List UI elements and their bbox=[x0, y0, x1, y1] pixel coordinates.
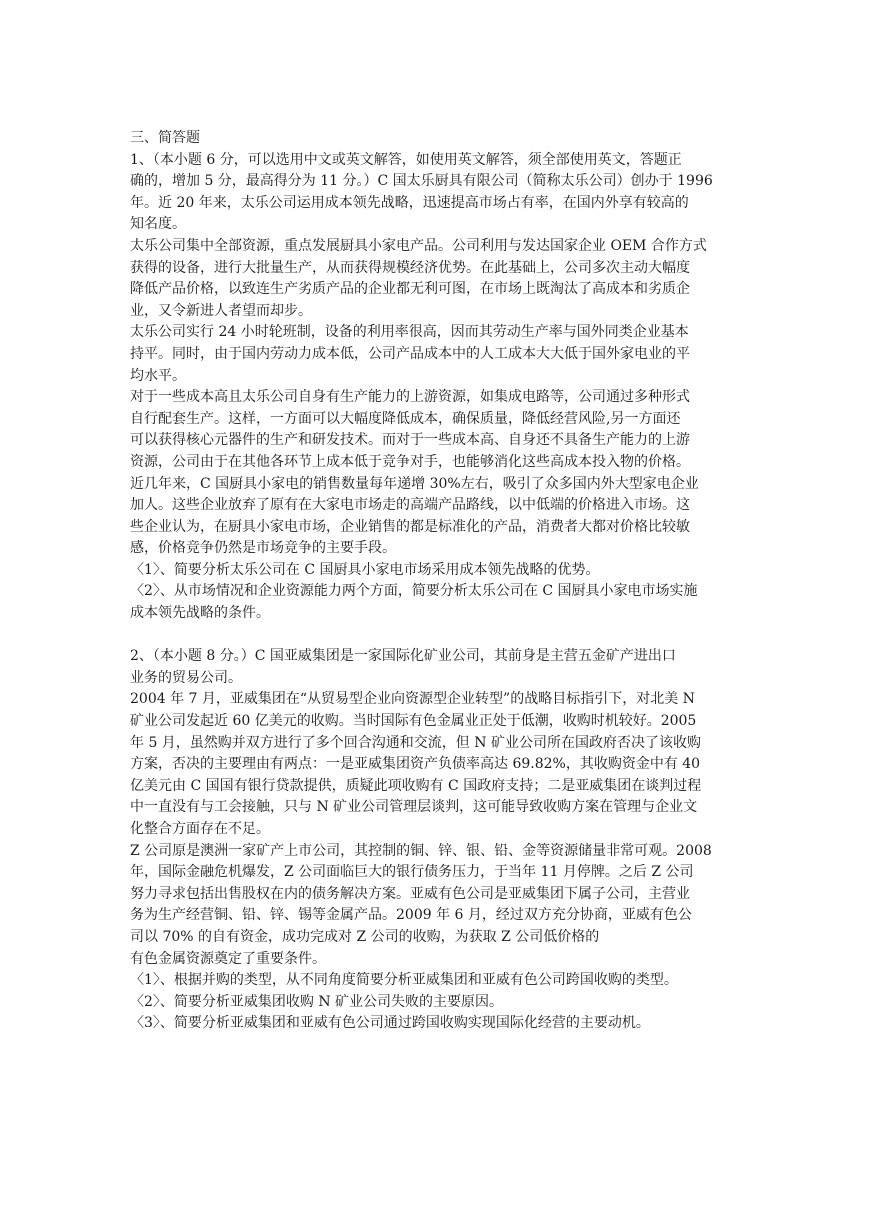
q1-line: 年。近 20 年来，太乐公司运用成本领先战略，迅速提高市场占有率，在国内外享有较高的 bbox=[130, 194, 689, 211]
q1-line: 降低产品价格，以致连生产劣质产品的企业都无利可图，在市场上既淘汰了高成本和劣质企 bbox=[130, 281, 690, 298]
q1-line: 近几年来，C 国厨具小家电的销售数量每年递增 30%左右，吸引了众多国内外大型家电企业 bbox=[130, 475, 699, 492]
q2-line: 务为生产经营铜、铅、锌、锡等金属产品。2009 年 6 月，经过双方充分协商，亚威有色公 bbox=[130, 907, 692, 924]
q1-line: 〈1〉、简要分析太乐公司在 C 国厨具小家电市场采用成本领先战略的优势。 bbox=[130, 561, 600, 578]
q1-line: 对于一些成本高且太乐公司自身有生产能力的上游资源，如集成电路等，公司通过多种形式 bbox=[130, 389, 690, 406]
q2-line: 年，国际金融危机爆发，Z 公司面临巨大的银行债务压力，于当年 11 月停牌。之后 Z 公司 bbox=[130, 864, 694, 881]
document-page bbox=[130, 128, 742, 1035]
q2-line: 〈2〉、简要分析亚威集团收购 N 矿业公司失败的主要原因。 bbox=[130, 993, 504, 1010]
section-title: 三、简答题 bbox=[130, 130, 200, 146]
q2-line: 2、（本小题 8 分。）C 国亚威集团是一家国际化矿业公司，其前身是主营五金矿产进出口 bbox=[130, 648, 676, 665]
q1-line: 获得的设备，进行大批量生产，从而获得规模经济优势。在此基础上，公司多次主动大幅度 bbox=[130, 259, 690, 276]
q1-line: 〈2〉、从市场情况和企业资源能力两个方面，简要分析太乐公司在 C 国厨具小家电市场实施 bbox=[130, 583, 698, 600]
q2-line: 矿业公司发起近 60 亿美元的收购。当时国际有色金属业正处于低潮，收购时机较好。2005 bbox=[130, 713, 697, 730]
q2-line: 有色金属资源奠定了重要条件。 bbox=[130, 950, 326, 967]
q2-line: 业务的贸易公司。 bbox=[130, 669, 242, 686]
q2-line: 〈3〉、简要分析亚威集团和亚威有色公司通过跨国收购实现国际化经营的主要动机。 bbox=[130, 1015, 650, 1032]
q1-line: 感，价格竞争仍然是市场竞争的主要手段。 bbox=[130, 540, 396, 557]
q1-line: 太乐公司实行 24 小时轮班制，设备的利用率很高，因而其劳动生产率与国外同类企业基本 bbox=[130, 324, 689, 341]
q2-line: 中一直没有与工会接触，只与 N 矿业公司管理层谈判，这可能导致收购方案在管理与企业文 bbox=[130, 799, 698, 816]
question-2 bbox=[130, 646, 742, 1035]
q2-line: 2004 年 7 月，亚威集团在“从贸易型企业向资源型企业转型”的战略目标指引下，对北美 N bbox=[130, 691, 695, 708]
q1-line: 些企业认为，在厨具小家电市场，企业销售的都是标准化的产品，消费者大都对价格比较敏 bbox=[130, 518, 690, 535]
q1-line: 知名度。 bbox=[130, 216, 186, 233]
q2-line: 努力寻求包括出售股权在内的债务解决方案。亚威有色公司是亚威集团下属子公司，主营业 bbox=[130, 885, 690, 902]
q2-line: 〈1〉、根据并购的类型，从不同角度简要分析亚威集团和亚威有色公司跨国收购的类型。 bbox=[130, 972, 678, 989]
q1-line: 太乐公司集中全部资源，重点发展厨具小家电产品。公司利用与发达国家企业 OEM 合作方式 bbox=[130, 237, 707, 254]
q1-line: 可以获得核心元器件的生产和研发技术。而对于一些成本高、自身还不具备生产能力的上游 bbox=[130, 432, 690, 449]
q1-line: 业，又令新进人者望而却步。 bbox=[130, 302, 312, 319]
q2-line: 年 5 月，虽然购并双方进行了多个回合沟通和交流，但 N 矿业公司所在国政府否决了该收购 bbox=[130, 734, 701, 751]
question-1 bbox=[130, 150, 742, 625]
q1-line: 1、（本小题 6 分，可以选用中文或英文解答，如使用英文解答，须全部使用英文，答题正 bbox=[130, 151, 682, 168]
q1-line: 资源，公司由于在其他各环节上成本低于竞争对手，也能够消化这些高成本投入物的价格。 bbox=[130, 453, 690, 470]
q2-line: Z 公司原是澳洲一家矿产上市公司，其控制的铜、锌、银、铅、金等资源储量非常可观。2008 bbox=[130, 842, 712, 859]
q1-line: 成本领先战略的条件。 bbox=[130, 605, 270, 622]
q1-line: 均水平。 bbox=[130, 367, 186, 384]
q2-line: 司以 70% 的自有资金，成功完成对 Z 公司的收购，为获取 Z 公司低价格的 bbox=[130, 928, 600, 945]
q2-line: 亿美元由 C 国国有银行贷款提供，质疑此项收购有 C 国政府支持；二是亚威集团在谈判过程 bbox=[130, 777, 702, 794]
q2-line: 方案，否决的主要理由有两点：一是亚威集团资产负债率高达 69.82%，其收购资金中有 40 bbox=[130, 756, 701, 773]
q1-line: 加人。这些企业放弃了原有在大家电市场走的高端产品路线，以中低端的价格进入市场。这 bbox=[130, 497, 690, 514]
q1-line: 持平。同时，由于国内劳动力成本低，公司产品成本中的人工成本大大低于国外家电业的平 bbox=[130, 345, 690, 362]
q1-line: 自行配套生产。这样，一方面可以大幅度降低成本，确保质量，降低经营风险,另一方面还 bbox=[130, 410, 681, 427]
q2-line: 化整合方面存在不足。 bbox=[130, 821, 270, 837]
q1-line: 确的，增加 5 分，最高得分为 11 分。）C 国太乐厨具有限公司（简称太乐公司）创办于 1996 bbox=[130, 173, 713, 190]
blank-line bbox=[130, 625, 742, 647]
